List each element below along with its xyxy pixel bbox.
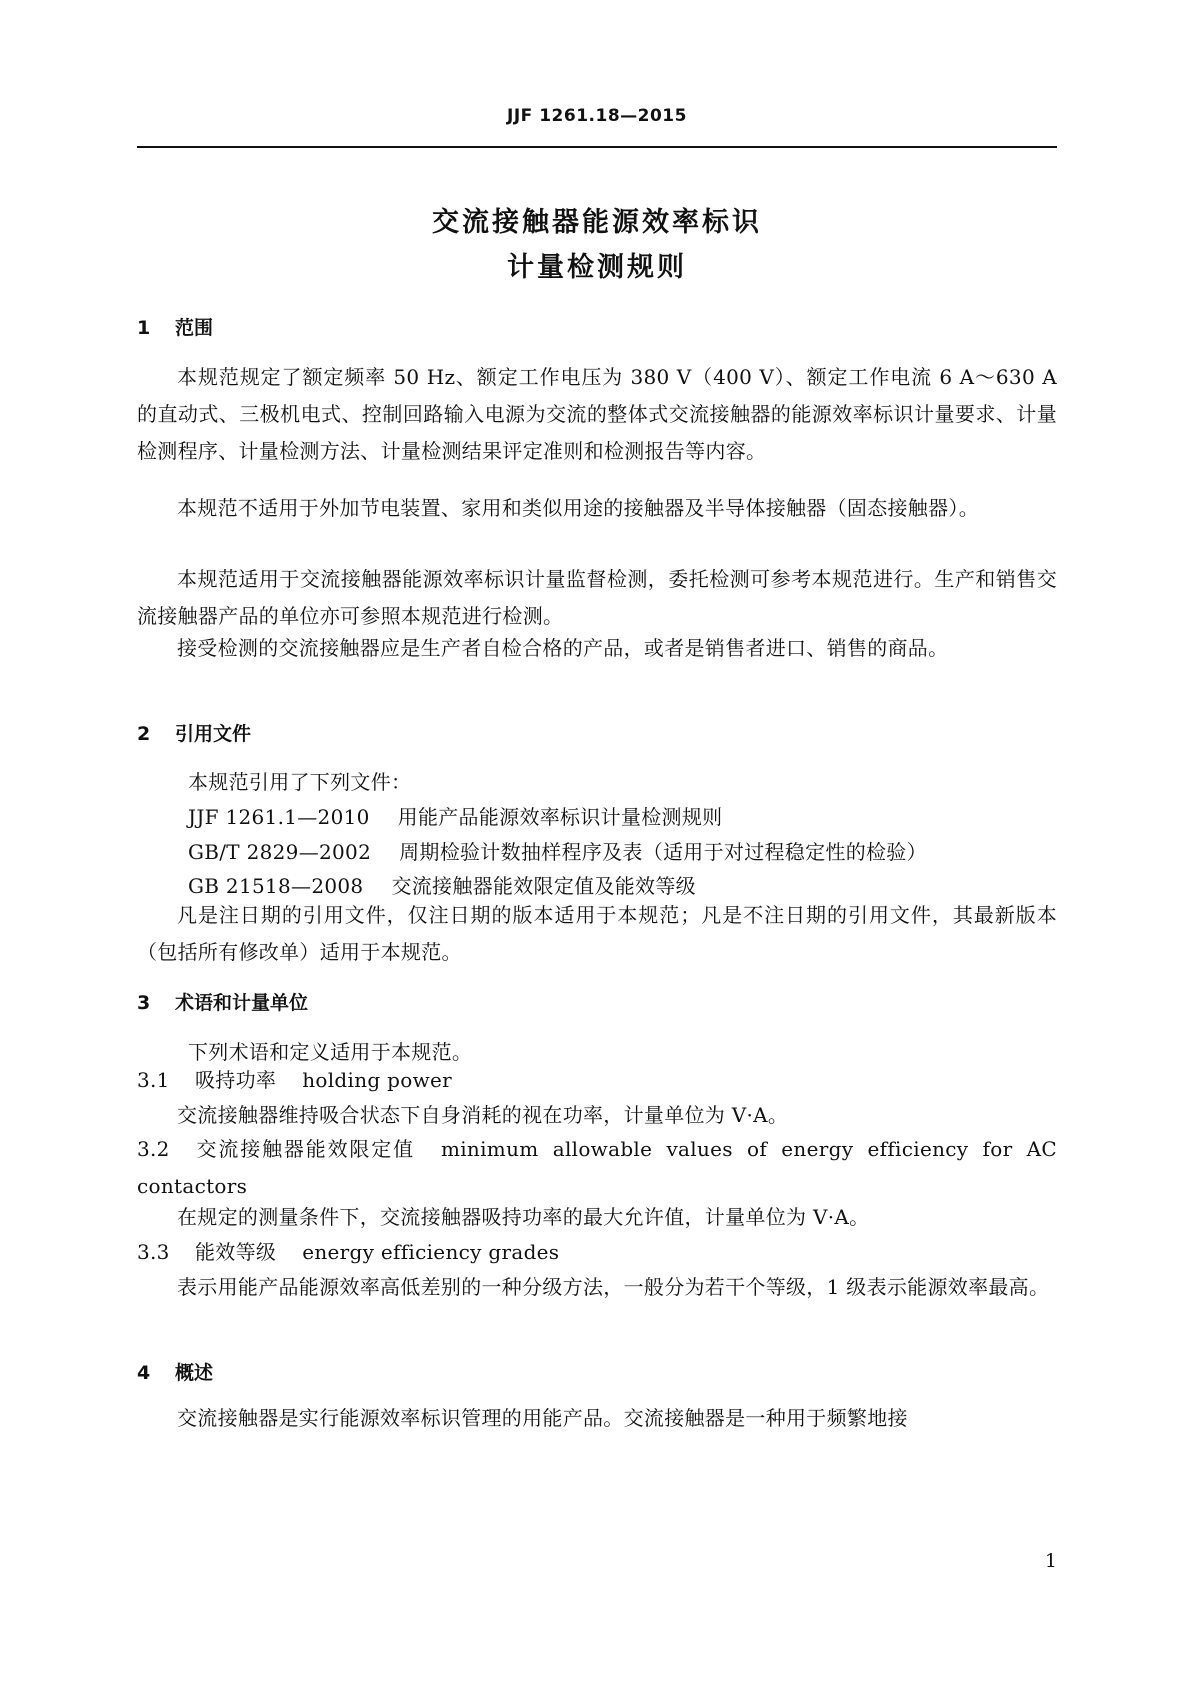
term-3-2-definition: 在规定的测量条件下，交流接触器吸持功率的最大允许值，计量单位为 V·A。 xyxy=(177,1205,870,1229)
header-rule xyxy=(137,146,1057,148)
term-english: minimum allowable values of energy efficiency for AC contactors xyxy=(137,1137,1058,1198)
term-number: 3.2 xyxy=(137,1137,170,1161)
section-2-intro: 本规范引用了下列文件： xyxy=(188,770,412,794)
page-number: 1 xyxy=(1044,1550,1057,1572)
section-2-number: 2 xyxy=(137,723,151,745)
reference-title: 周期检验计数抽样程序及表（适用于对过程稳定性的检验） xyxy=(399,840,927,864)
term-number: 3.3 xyxy=(137,1240,170,1264)
section-2-note: 凡是注日期的引用文件，仅注日期的版本适用于本规范；凡是不注日期的引用文件，其最新版本（包括所有修改单）适用于本规范。 xyxy=(137,903,1057,964)
term-3-3-definition: 表示用能产品能源效率高低差别的一种分级方法，一般分为若干个等级，1 级表示能源效率最高。 xyxy=(177,1275,1050,1299)
section-1-title: 范围 xyxy=(175,317,214,339)
reference-item xyxy=(188,870,696,899)
section-1-paragraph-1: 本规范规定了额定频率 50 Hz、额定工作电压为 380 V（400 V）、额定工作电流 6 A～630 A 的直动式、三极机电式、控制回路输入电源为交流的整体式交流接触器的能源效率标识计量要求、计量检测程序、计量检测方法、计量检测结果评定准则和检测报告等内容。 xyxy=(137,365,1057,463)
term-chinese: 吸持功率 xyxy=(195,1068,277,1092)
reference-code: GB 21518—2008 xyxy=(188,874,364,898)
section-4-title: 概述 xyxy=(175,1362,214,1384)
section-3-heading xyxy=(137,988,308,1015)
section-4-number: 4 xyxy=(137,1362,151,1384)
section-1-heading xyxy=(137,313,213,340)
document-title-line-1: 交流接触器能源效率标识 xyxy=(432,207,762,238)
section-4-heading xyxy=(137,1358,213,1385)
term-3-1 xyxy=(137,1062,1057,1099)
section-1-number: 1 xyxy=(137,317,151,339)
term-3-1-definition: 交流接触器维持吸合状态下自身消耗的视在功率，计量单位为 V·A。 xyxy=(177,1103,789,1127)
reference-title: 用能产品能源效率标识计量检测规则 xyxy=(397,805,723,829)
section-3-intro: 下列术语和定义适用于本规范。 xyxy=(188,1040,473,1064)
section-1-paragraph-2: 本规范不适用于外加节电装置、家用和类似用途的接触器及半导体接触器（固态接触器）。 xyxy=(177,496,979,520)
reference-item xyxy=(188,836,927,865)
section-2-heading xyxy=(137,719,251,746)
term-3-2 xyxy=(137,1131,1057,1205)
term-english: holding power xyxy=(302,1068,453,1092)
section-1-paragraph-3: 本规范适用于交流接触器能源效率标识计量监督检测，委托检测可参考本规范进行。生产和销售交流接触器产品的单位亦可参照本规范进行检测。 xyxy=(137,567,1057,628)
running-header: JJF 1261.18—2015 xyxy=(507,106,687,126)
reference-code: GB/T 2829—2002 xyxy=(188,840,372,864)
section-3-number: 3 xyxy=(137,992,151,1014)
term-english: energy efficiency grades xyxy=(302,1240,560,1264)
document-title-line-2: 计量检测规则 xyxy=(507,252,687,283)
reference-code: JJF 1261.1—2010 xyxy=(188,805,370,829)
term-chinese: 交流接触器能效限定值 xyxy=(195,1137,415,1161)
section-4-paragraph-1: 交流接触器是实行能源效率标识管理的用能产品。交流接触器是一种用于频繁地接 xyxy=(177,1406,908,1430)
section-3-title: 术语和计量单位 xyxy=(175,992,309,1014)
term-3-3 xyxy=(137,1234,1057,1271)
reference-title: 交流接触器能效限定值及能效等级 xyxy=(391,874,696,898)
section-2-title: 引用文件 xyxy=(175,723,252,745)
section-1-paragraph-4: 接受检测的交流接触器应是生产者自检合格的产品，或者是销售者进口、销售的商品。 xyxy=(177,636,949,660)
term-number: 3.1 xyxy=(137,1068,170,1092)
reference-item xyxy=(188,801,722,830)
term-chinese: 能效等级 xyxy=(195,1240,277,1264)
